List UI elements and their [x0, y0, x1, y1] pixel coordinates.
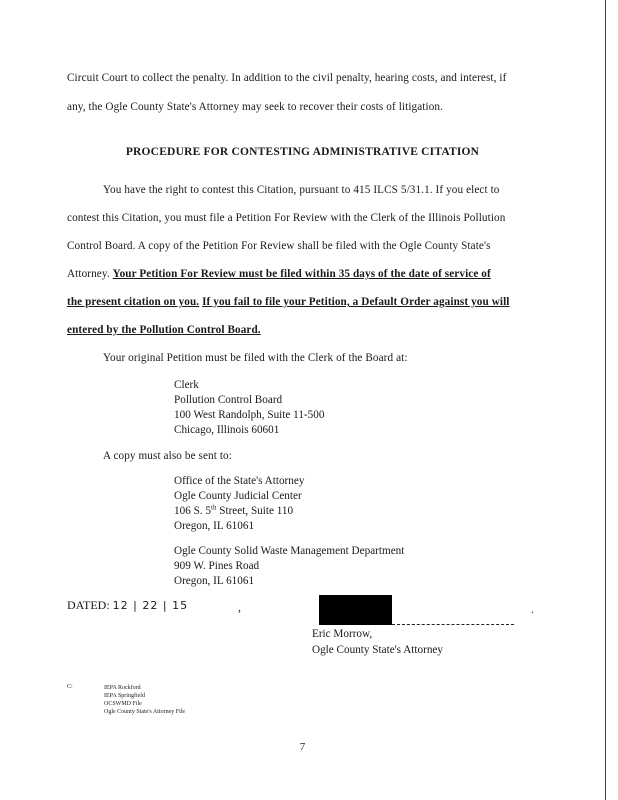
signature-line [392, 624, 514, 625]
attorney-address [174, 474, 304, 534]
cc-list [104, 684, 185, 716]
cc-item: IEPA Rockford [104, 685, 141, 691]
attorney-address-line-2: Ogle County Judicial Center [174, 490, 302, 502]
handwritten-date: 12 | 22 | 15 [112, 599, 189, 612]
line-5-bold-text-a: the present citation on you. [67, 296, 200, 308]
clerk-address [174, 378, 324, 438]
paragraph-2-line-6 [67, 324, 261, 336]
cc-item: Ogle County State's Attorney File [104, 709, 186, 715]
paragraph-2-line-3: Control Board. A copy of the Petition For Review shall be filed with the Ogle County State's [67, 240, 491, 252]
waste-dept-address-line-2: 909 W. Pines Road [174, 560, 260, 572]
line-6-bold-text: entered by the Pollution Control Board. [67, 324, 261, 336]
clerk-address-line-2: Pollution Control Board [174, 394, 283, 406]
street-rest: Street, Suite 110 [216, 505, 294, 517]
page-number: 7 [299, 741, 306, 753]
redacted-signature [319, 595, 392, 625]
signer-title: Ogle County State's Attorney [312, 644, 443, 656]
signature-dot: . [531, 602, 534, 616]
section-heading: PROCEDURE FOR CONTESTING ADMINISTRATIVE CITATION [125, 146, 480, 158]
waste-dept-address-line-1: Ogle County Solid Waste Management Department [174, 545, 405, 557]
waste-dept-address [174, 544, 404, 589]
attorney-address-line-3 [174, 504, 304, 519]
copy-intro: A copy must also be sent to: [103, 450, 232, 462]
ordinal-suffix: th [211, 503, 217, 512]
paragraph-1-line-2: any, the Ogle County State's Attorney may seek to recover their costs of litigation. [67, 101, 443, 113]
paragraph-2-line-2: contest this Citation, you must file a Petition For Review with the Clerk of the Illinois Pollution [67, 212, 506, 224]
waste-dept-address-line-3: Oregon, IL 61061 [174, 575, 255, 587]
paragraph-2-line-5 [67, 296, 510, 308]
clerk-address-line-3: 100 West Randolph, Suite 11-500 [174, 409, 325, 421]
line-4-plain-text: Attorney. [67, 268, 113, 280]
filing-intro: Your original Petition must be filed with the Clerk of the Board at: [103, 352, 408, 364]
attorney-address-line-4: Oregon, IL 61061 [174, 520, 255, 532]
signer-block [312, 626, 443, 658]
line-5-bold-text-b: If you fail to file your Petition, a Default Order against you will [202, 296, 510, 308]
dated-line [67, 598, 188, 613]
dated-label: DATED: [67, 598, 110, 612]
clerk-address-line-4: Chicago, Illinois 60601 [174, 424, 280, 436]
street-number: 106 S. 5 [174, 505, 211, 517]
line-4-bold-text: Your Petition For Review must be filed within 35 days of the date of service of [112, 268, 491, 280]
attorney-address-line-1: Office of the State's Attorney [174, 475, 305, 487]
signer-name: Eric Morrow, [312, 628, 373, 640]
cc-item: IEPA Springfield [104, 693, 145, 699]
cc-label: C: [67, 684, 73, 690]
paragraph-1-line-1: Circuit Court to collect the penalty. In addition to the civil penalty, hearing costs, and interest, if [67, 72, 507, 84]
paragraph-2-line-1: You have the right to contest this Citation, pursuant to 415 ILCS 5/31.1. If you elect to [103, 184, 500, 196]
paragraph-2-line-4 [67, 268, 491, 280]
dated-comma: , [238, 600, 241, 614]
clerk-address-line-1: Clerk [174, 379, 199, 391]
page-edge-line [605, 0, 606, 800]
cc-item: OCSWMD File [104, 701, 142, 707]
